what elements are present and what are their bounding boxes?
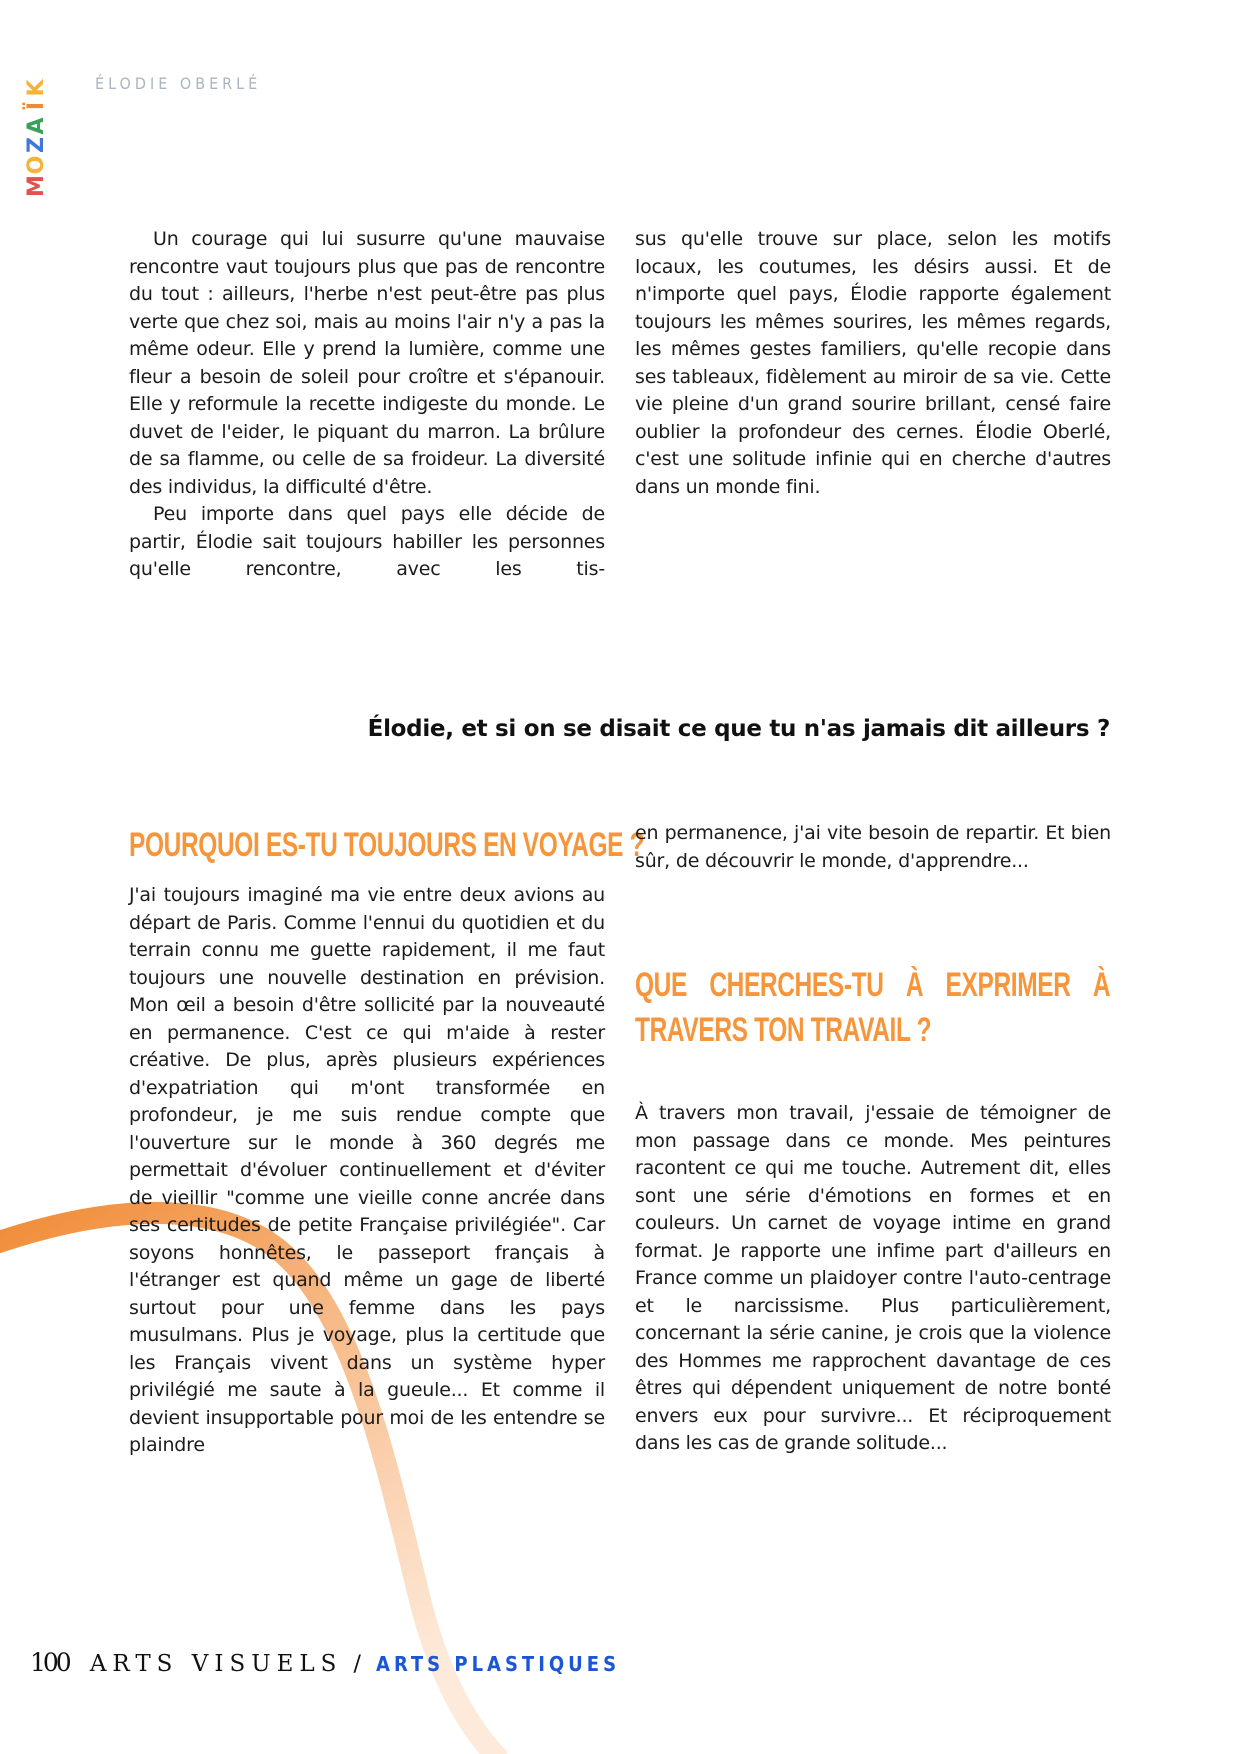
section-heading-work: QUE CHERCHES-TU À EXPRIMER À TRAVERS TON TRAVAIL ? (635, 966, 1111, 1049)
answer-paragraph: J'ai toujours imaginé ma vie entre deux avions au départ de Paris. Comme l'ennui du quotidien et du terrain connu me guette rapidement, il me faut toujours une nouvelle destination en prévision. Mon œil a besoin d'être sollicité par la nouveauté en permanence. C'est ce qui m'aide à rester créative. De plus, après plusieurs expériences d'expatriation qui m'ont transformée en profondeur, je me suis rendue compte que l'ouverture sur le monde à 360 degrés me permettait d'évoluer continuellement et d'éviter de vieillir "comme une vieille conne ancrée dans ses certitudes de petite Française privilégiée". Car soyons honnêtes, le passeport français à l'étranger est quand même un gage de liberté surtout pour une femme dans les pays musulmans. Plus je voyage, plus la certitude que les Français vivent dans un système hyper privilégié me saute à la gueule... Et comme il devient insupportable pour moi de les entendre se plaindre (129, 884, 605, 1456)
answer-travel-column-2 (635, 820, 1111, 875)
artist-name-header: ÉLODIE OBERLÉ (95, 74, 262, 93)
intro-paragraph: Un courage qui lui susurre qu'une mauvaise rencontre vaut toujours plus que pas de rencontre du tout : ailleurs, l'herbe n'est peut-être pas plus verte que chez soi, mais au moins l'air n'y a pas la même odeur. Elle y prend la lumière, comme une fleur a besoin de soleil pour croître et s'épanouir. Elle y reformule la recette indigeste du monde. Le duvet de l'eider, le piquant du marron. La brûlure de sa flamme, ou celle de sa froideur. La diversité des individus, la difficulté d'être. (129, 228, 605, 498)
answer-work-column (635, 1100, 1111, 1458)
logo-letter: O (24, 155, 49, 175)
answer-paragraph: en permanence, j'ai vite besoin de repartir. Et bien sûr, de découvrir le monde, d'apprendre... (635, 822, 1111, 872)
logo-letter: Z (24, 137, 49, 153)
intro-paragraph: sus qu'elle trouve sur place, selon les motifs locaux, les coutumes, les désirs aussi. Et de n'importe quel pays, Élodie rapporte également toujours les mêmes sourires, les mêmes regards, les mêmes gestes familiers, qu'elle recopie dans ses tableaux, fidèlement au miroir de sa vie. Cette vie pleine d'un grand sourire brillant, censé faire oublier la profondeur des cernes. Élodie Oberlé, c'est une solitude infinie qui en cherche d'autres dans un monde fini. (635, 228, 1111, 498)
intro-paragraph: Peu importe dans quel pays elle décide de partir, Élodie sait toujours habiller les personnes qu'elle rencontre, avec les tis- (129, 503, 605, 580)
logo-letter: A (24, 117, 49, 135)
logo-letter: M (24, 175, 49, 197)
interview-question: Élodie, et si on se disait ce que tu n'as jamais dit ailleurs ? (367, 716, 1110, 742)
logo-letter: K (24, 79, 49, 97)
footer-separator: / (353, 1652, 361, 1677)
intro-column-1 (129, 226, 605, 584)
footer-section-right: ARTS PLASTIQUES (376, 1652, 621, 1676)
mozaik-logo (22, 78, 52, 198)
page-number: 100 (30, 1648, 69, 1677)
footer-section-left: ARTS VISUELS (89, 1651, 343, 1677)
page-footer (30, 1648, 620, 1677)
section-heading-travel: POURQUOI ES-TU TOUJOURS EN VOYAGE ? (129, 826, 645, 864)
intro-column-2 (635, 226, 1111, 501)
answer-travel-column-1 (129, 882, 605, 1460)
logo-letter: Ï (24, 101, 49, 111)
answer-paragraph: À travers mon travail, j'essaie de témoigner de mon passage dans ce monde. Mes peintures racontent ce qui me touche. Autrement dit, elles sont une série d'émotions en formes et en couleurs. Un carnet de voyage intime en grand format. Je rapporte une infime part d'ailleurs en France comme un plaidoyer contre l'auto-centrage et le narcissisme. Plus particulièrement, concernant la série canine, je crois que la violence des Hommes me rapprochent davantage de ces êtres qui dépendent uniquement de notre bonté envers eux pour survivre... Et réciproquement dans les cas de grande solitude... (635, 1102, 1111, 1454)
